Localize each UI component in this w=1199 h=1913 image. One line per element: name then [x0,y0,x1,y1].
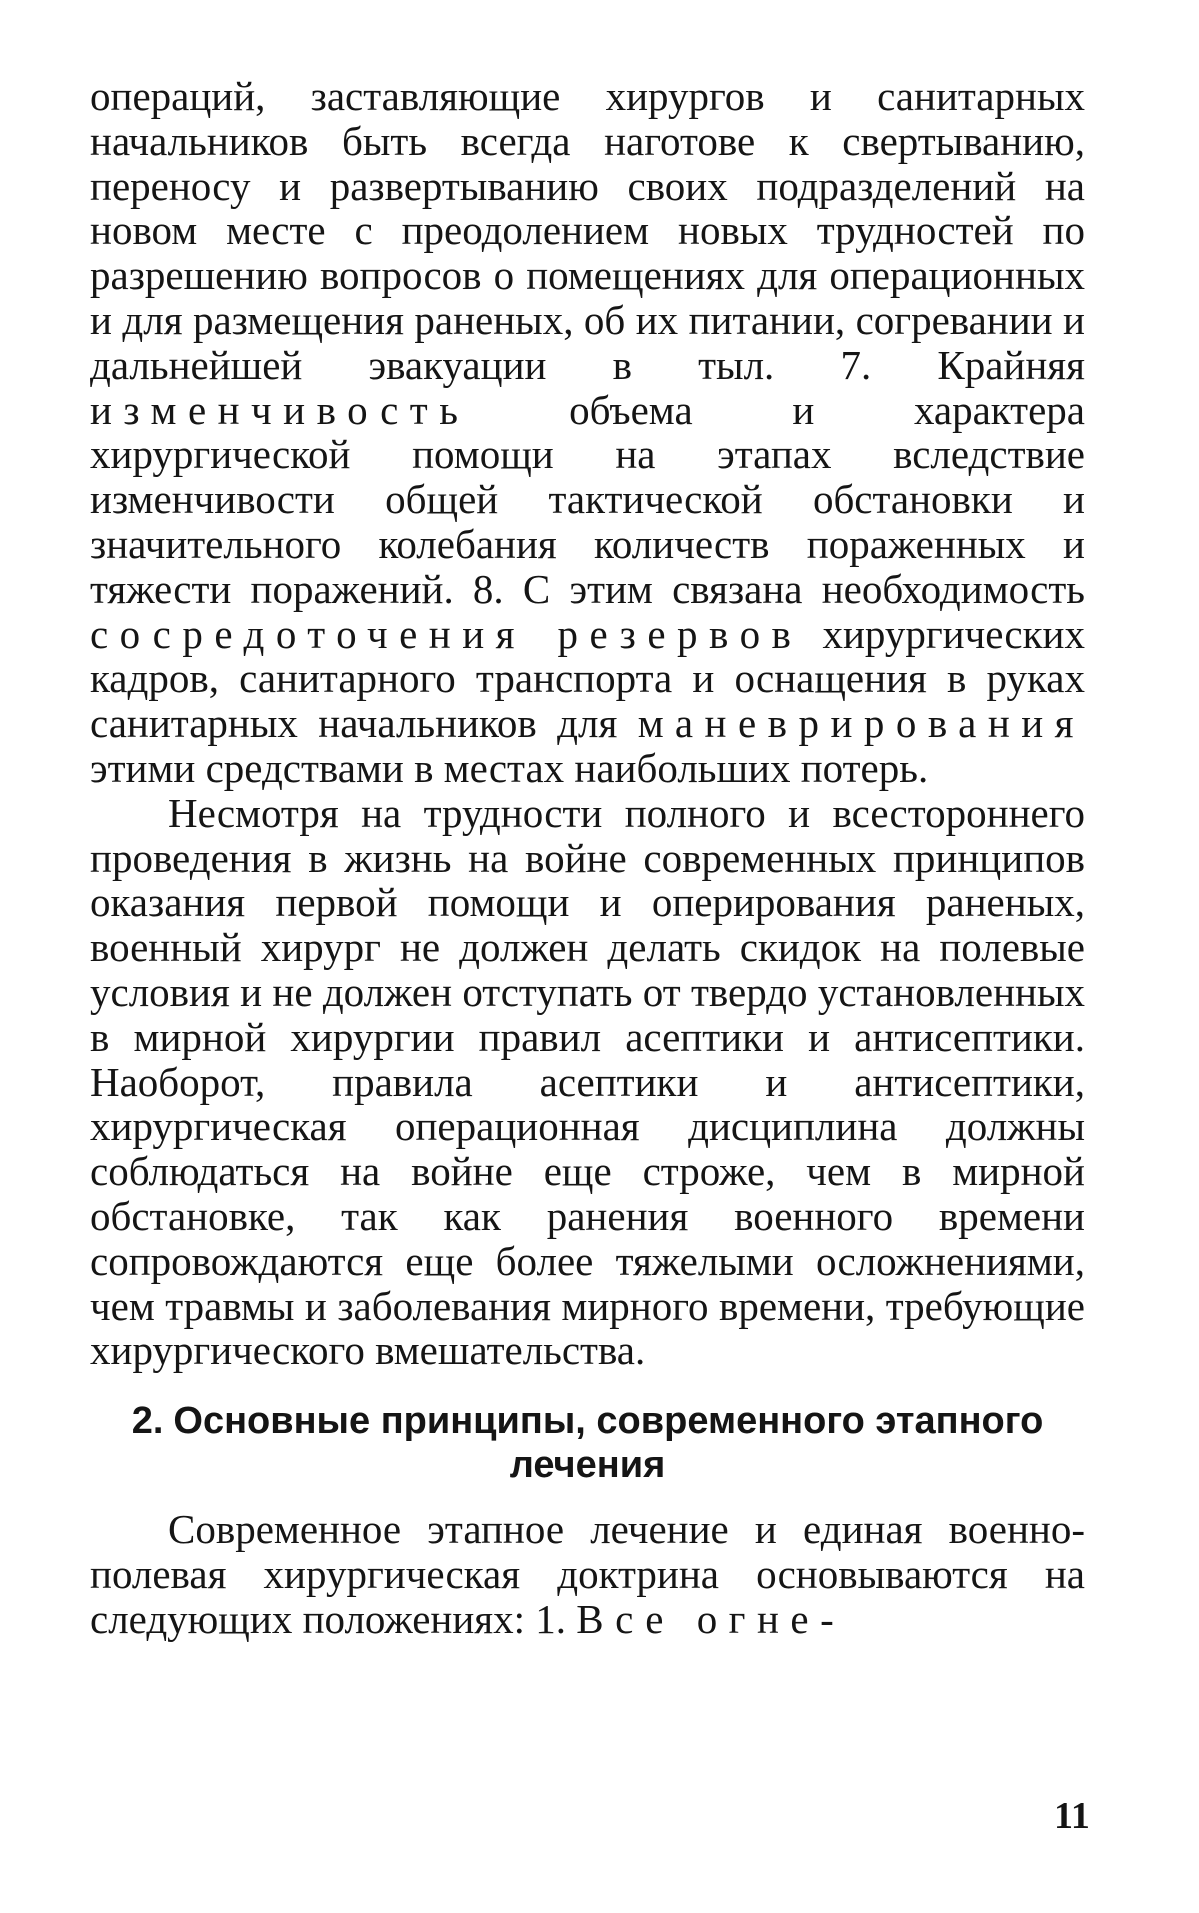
book-page [90,74,1085,1642]
paragraph-continued [90,74,1085,791]
page-number: 11 [1054,1795,1090,1837]
spaced-emphasis: изменчивость [90,386,470,433]
section-heading [90,1399,1085,1487]
section-number: 2. [131,1400,164,1443]
paragraph-text: операций, заставляющие хирургов и санитарных начальников быть всегда наготове к свертыванию, переносу и развертыванию своих подразделений на новом месте с преодолением новых трудностей по разрешению вопросов о помещениях для операционных и для размещения раненых, об их питании, согревании и дальнейшей эвакуации в тыл. 7. Крайняя [90,73,1085,388]
paragraph: Несмотря на трудности полного и всестороннего проведения в жизнь на войне современных принципов оказания первой помощи и оперирования раненых, военный хирург не должен делать скидок на полевые условия и не должен отступать от твердо установленных в мирной хирургии правил асептики и антисептики. Наоборот, правила асептики и антисептики, хирургическая операционная дисциплина должны соблюдаться на войне еще строже, чем в мирной обстановке, так как ранения военного времени сопровождаются еще более тяжелыми осложнениями, чем травмы и заболевания мирного времени, требующие хирургического вмешательства. [90,789,1085,1374]
spaced-emphasis: Все огне- [576,1595,846,1642]
section-title: Основные принципы, современного этапного лечения [173,1400,1044,1487]
spaced-emphasis: маневрирования [637,700,1085,747]
paragraph-text: Современное этапное лечение и единая военно-полевая хирургическая доктрина основываются на следующих положениях: 1. [90,1506,1085,1642]
paragraph-text: этими средствами в местах наибольших потерь. [90,744,929,791]
paragraph-text: хирургических кадров, санитарного транспорта и оснащения в руках санитарных начальников для [90,610,1085,747]
paragraph-text: объема и характера хирургической помощи на этапах вследствие изменчивости общей тактической обстановки и значительного колебания количеств пораженных и тяжести поражений. 8. С этим связана необходимость [90,386,1085,612]
paragraph [90,1507,1085,1641]
spaced-emphasis: сосредоточения резервов [90,610,803,657]
